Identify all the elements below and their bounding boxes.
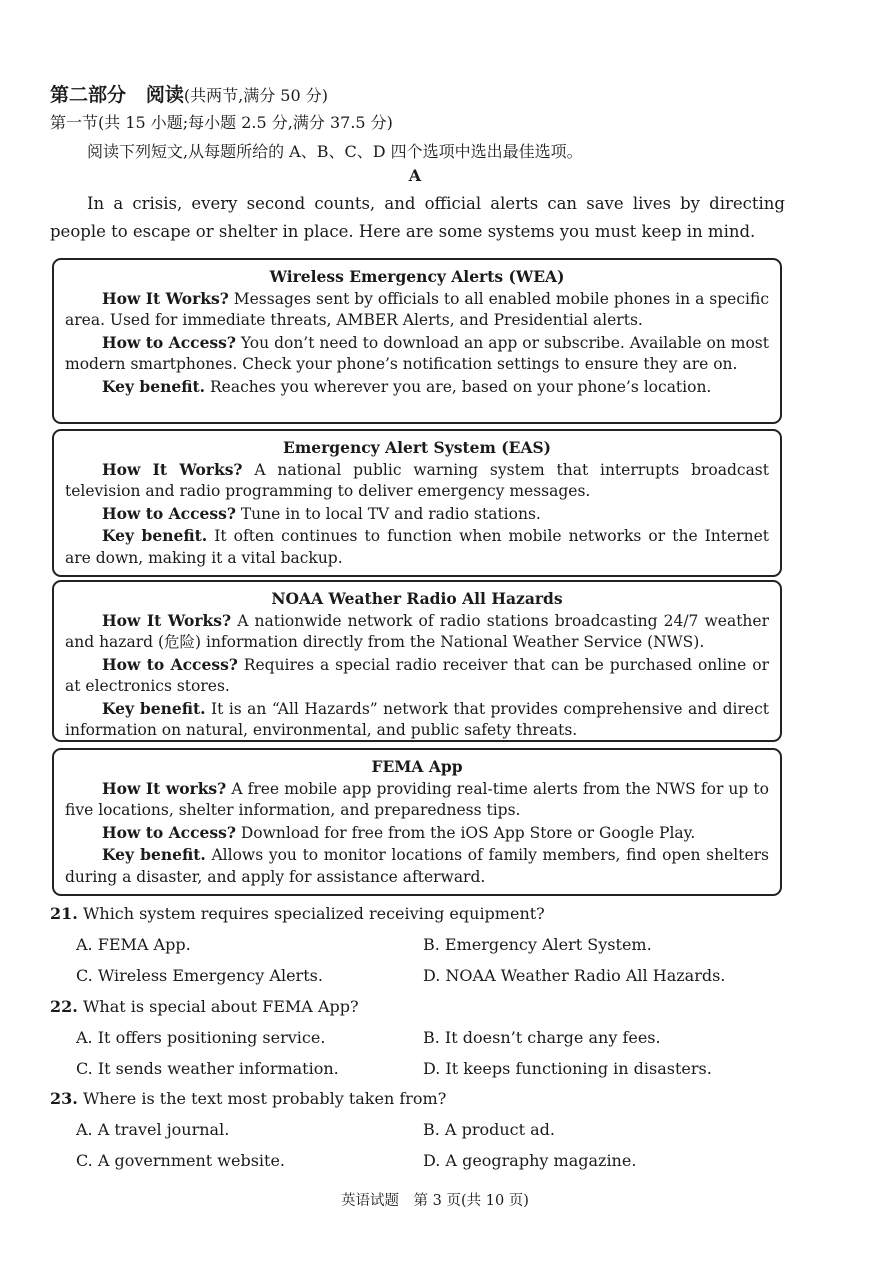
how-it-works: How It Works? A national public warning system that interrupts broadcast television and radio programming to deliver emergency messages. bbox=[65, 459, 769, 500]
option-22-c[interactable]: C. It sends weather information. bbox=[76, 1059, 339, 1078]
passage-letter: A bbox=[408, 166, 422, 185]
part-name: 阅读 bbox=[145, 84, 184, 106]
key-benefit: Key benefit. Reaches you wherever you are, based on your phone’s location. bbox=[102, 376, 712, 396]
option-22-a[interactable]: A. It offers positioning service. bbox=[76, 1028, 326, 1047]
option-23-c[interactable]: C. A government website. bbox=[76, 1151, 285, 1170]
how-to-access: How to Access? Requires a special radio receiver that can be purchased online or at electronics stores. bbox=[65, 654, 769, 695]
instruction: 阅读下列短文,从每题所给的 A、B、C、D 四个选项中选出最佳选项。 bbox=[87, 142, 583, 161]
part-note: (共两节,满分 50 分) bbox=[183, 86, 328, 105]
system-title: FEMA App bbox=[371, 757, 463, 776]
section-title: 第一节(共 15 小题;每小题 2.5 分,满分 37.5 分) bbox=[50, 113, 393, 132]
how-to-access: How to Access? Download for free from the iOS App Store or Google Play. bbox=[102, 822, 696, 842]
question-21: 21. Which system requires specialized receiving equipment? bbox=[50, 904, 545, 923]
how-it-works: How It Works? Messages sent by officials to all enabled mobile phones in a specific area. Used for immediate threats, AMBER Alerts, and Presidential alerts. bbox=[65, 288, 769, 329]
system-title: Emergency Alert System (EAS) bbox=[283, 438, 551, 457]
option-23-d[interactable]: D. A geography magazine. bbox=[423, 1151, 637, 1170]
system-box-noaa bbox=[52, 580, 782, 742]
key-benefit: Key benefit. It often continues to function when mobile networks or the Internet are down, making it a vital backup. bbox=[65, 526, 769, 567]
how-it-works: How It Works? A nationwide network of radio stations broadcasting 24/7 weather and hazard (危险) information directly from the National Weather Service (NWS). bbox=[65, 610, 769, 651]
page-footer: 英语试题 第 3 页(共 10 页) bbox=[341, 1193, 529, 1209]
option-22-d[interactable]: D. It keeps functioning in disasters. bbox=[423, 1059, 712, 1078]
question-23: 23. Where is the text most probably taken from? bbox=[50, 1089, 447, 1108]
option-23-a[interactable]: A. A travel journal. bbox=[76, 1120, 230, 1139]
option-21-a[interactable]: A. FEMA App. bbox=[76, 935, 191, 954]
option-23-b[interactable]: B. A product ad. bbox=[423, 1120, 555, 1139]
system-box-eas bbox=[52, 429, 782, 577]
system-title: Wireless Emergency Alerts (WEA) bbox=[269, 267, 565, 286]
system-title: NOAA Weather Radio All Hazards bbox=[271, 589, 563, 608]
how-to-access: How to Access? You don’t need to download an app or subscribe. Available on most modern smartphones. Check your phone’s notification settings to ensure they are on. bbox=[65, 332, 769, 373]
how-it-works: How It works? A free mobile app providing real-time alerts from the NWS for up to five locations, shelter information, and preparedness tips. bbox=[65, 778, 769, 819]
option-21-b[interactable]: B. Emergency Alert System. bbox=[423, 935, 652, 954]
question-22: 22. What is special about FEMA App? bbox=[50, 997, 359, 1016]
system-box-wea bbox=[52, 258, 782, 424]
option-22-b[interactable]: B. It doesn’t charge any fees. bbox=[423, 1028, 661, 1047]
key-benefit: Key benefit. It is an “All Hazards” network that provides comprehensive and direct information on natural, environmental, and public safety threats. bbox=[65, 698, 769, 739]
how-to-access: How to Access? Tune in to local TV and radio stations. bbox=[102, 503, 541, 523]
part-label: 第二部分 bbox=[50, 84, 127, 106]
part-title bbox=[50, 80, 328, 107]
option-21-c[interactable]: C. Wireless Emergency Alerts. bbox=[76, 966, 323, 985]
system-box-fema bbox=[52, 748, 782, 896]
passage-intro: In a crisis, every second counts, and official alerts can save lives by directing people to escape or shelter in place. Here are some systems you must keep in mind. bbox=[50, 194, 785, 241]
key-benefit: Key benefit. Allows you to monitor locations of family members, find open shelters during a disaster, and apply for assistance afterward. bbox=[65, 845, 769, 886]
option-21-d[interactable]: D. NOAA Weather Radio All Hazards. bbox=[423, 966, 726, 985]
